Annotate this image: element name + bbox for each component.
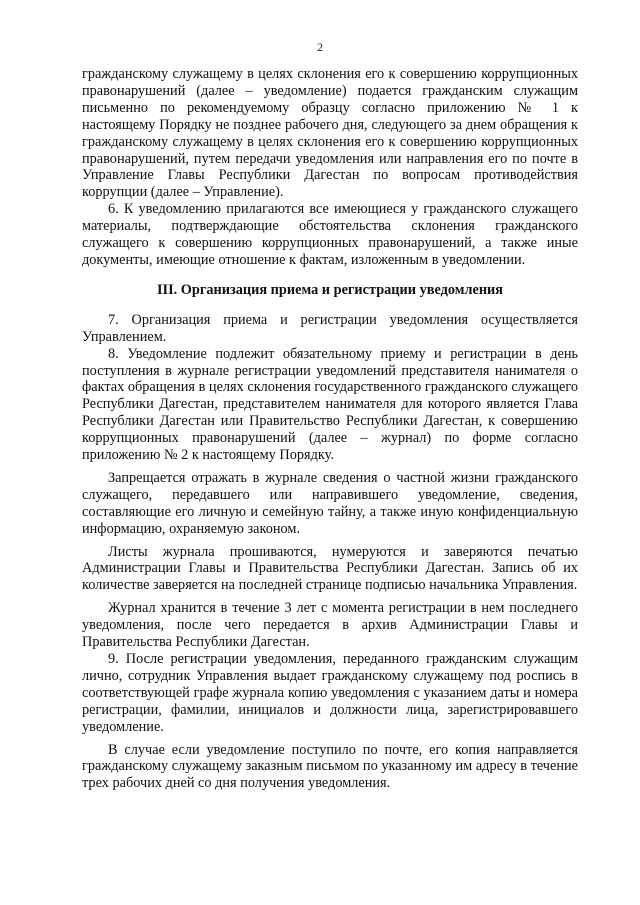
paragraph-9: 9. После регистрации уведомления, переданного гражданским служащим лично, сотрудник Управления выдает гражданскому служащему под роспись в соответствующей графе журнала копию уведомления с указанием даты и номера регистрации, фамилии, инициалов и должности лица, зарегистрировавшего уведомление.: [82, 651, 578, 735]
document-body: [82, 66, 578, 792]
paragraph-journal-sheets: Листы журнала прошиваются, нумеруются и заверяются печатью Администрации Главы и Правительства Республики Дагестан. Запись об их количестве заверяется на последней странице подписью начальника Управления.: [82, 543, 578, 594]
paragraph-continuation: гражданскому служащему в целях склонения его к совершению коррупционных правонарушений (далее – уведомление) подается гражданским служащим письменно по рекомендуемому образцу согласно приложению № 1 к настоящему Порядку не позднее рабочего дня, следующего за днем обращения к гражданскому служащему в целях склонения его к совершению коррупционных правонарушений, путем передачи уведомления или направления его по почте в Управление Главы Республики Дагестан по вопросам противодействия коррупции (далее – Управление).: [82, 66, 578, 201]
paragraph-7: 7. Организация приема и регистрации уведомления осуществляется Управлением.: [82, 311, 578, 345]
paragraph-6: 6. К уведомлению прилагаются все имеющиеся у гражданского служащего материалы, подтверждающие обстоятельства склонения гражданского служащего к совершению коррупционных правонарушений, а также иные документы, имеющие отношение к фактам, изложенным в уведомлении.: [82, 201, 578, 268]
paragraph-8: 8. Уведомление подлежит обязательному приему и регистрации в день поступления в журнале регистрации уведомлений представителя нанимателя о фактах обращения в целях склонения государственного гражданского служащего Республики Дагестан, представителем нанимателя для которого является Глава Республики Дагестан или Правительство Республики Дагестан, к совершению коррупционных правонарушений (далее – журнал) по форме согласно приложению № 2 к настоящему Порядку.: [82, 345, 578, 464]
section-heading: III. Организация приема и регистрации уведомления: [156, 281, 504, 298]
paragraph-journal-storage: Журнал хранится в течение 3 лет с момента регистрации в нем последнего уведомления, после чего передается в архив Администрации Главы и Правительства Республики Дагестан.: [82, 600, 578, 651]
paragraph-prohibition: Запрещается отражать в журнале сведения о частной жизни гражданского служащего, передавшего или направившего уведомление, сведения, составляющие его личную и семейную тайну, а также иную конфиденциальную информацию, охраняемую законом.: [82, 469, 578, 537]
page-number: 2: [317, 40, 323, 54]
paragraph-postal: В случае если уведомление поступило по почте, его копия направляется гражданскому служащему заказным письмом по указанному им адресу в течение трех рабочих дней со дня получения уведомления.: [82, 741, 578, 792]
